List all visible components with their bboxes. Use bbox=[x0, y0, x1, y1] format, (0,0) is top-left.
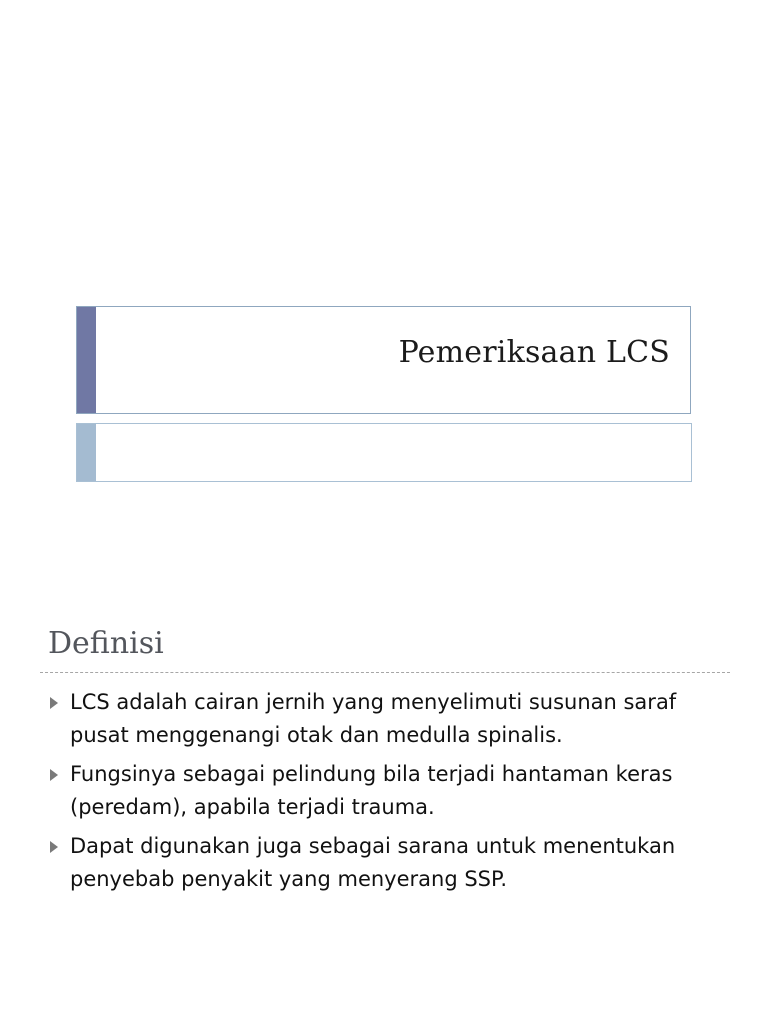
triangle-right-icon bbox=[50, 697, 58, 709]
triangle-right-icon bbox=[50, 841, 58, 853]
bullet-text: LCS adalah cairan jernih yang menyelimuti susunan saraf pusat menggenangi otak dan medulla spinalis. bbox=[70, 690, 677, 747]
section-heading: Definisi bbox=[48, 626, 164, 661]
triangle-right-icon bbox=[50, 769, 58, 781]
bullet-list bbox=[48, 686, 728, 902]
bullet-item bbox=[48, 686, 728, 752]
title-placeholder bbox=[76, 306, 691, 414]
bullet-text: Dapat digunakan juga sebagai sarana untuk menentukan penyebab penyakit yang menyerang SSP. bbox=[70, 834, 676, 891]
heading-divider bbox=[40, 672, 730, 673]
title-accent-bar bbox=[77, 307, 96, 413]
subtitle-placeholder bbox=[76, 423, 692, 482]
bullet-item bbox=[48, 758, 728, 824]
slide-title: Pemeriksaan LCS bbox=[398, 335, 670, 370]
bullet-text: Fungsinya sebagai pelindung bila terjadi hantaman keras (peredam), apabila terjadi trauma. bbox=[70, 762, 673, 819]
subtitle-accent-bar bbox=[77, 424, 96, 481]
bullet-item bbox=[48, 830, 728, 896]
